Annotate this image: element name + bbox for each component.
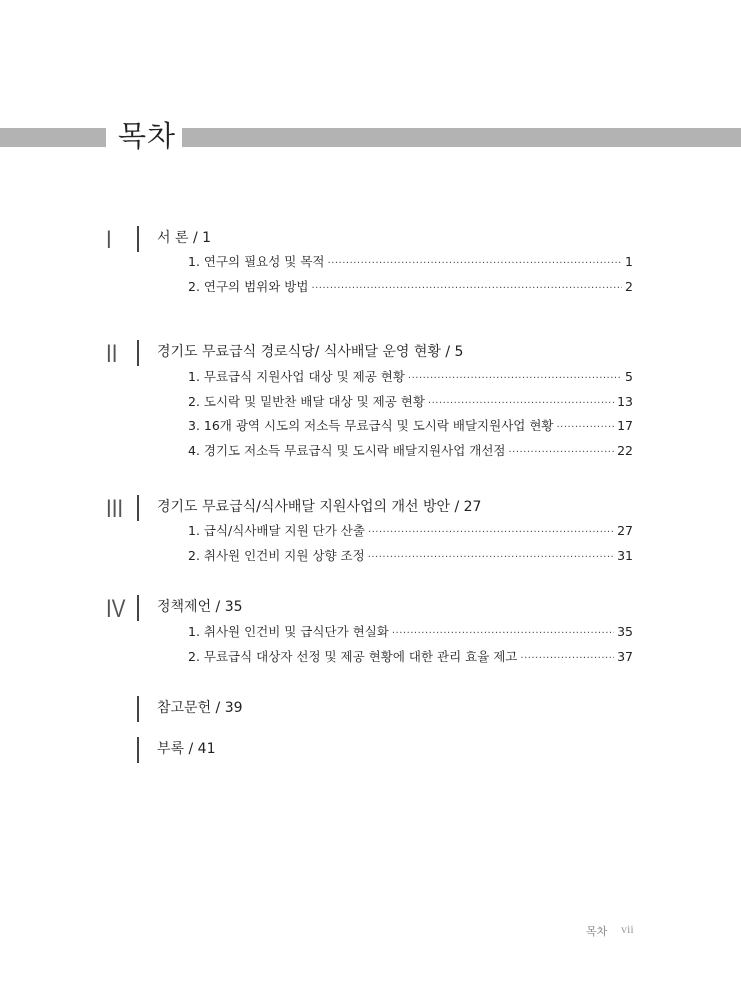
dot-leader [368, 550, 614, 566]
toc-entry-page: 5 [625, 369, 633, 384]
chapter-title[interactable]: 부록 / 41 [157, 741, 216, 757]
toc-entry-text: 2. 연구의 범위와 방법 [188, 279, 309, 294]
page-title: 목차 [118, 119, 177, 153]
toc-entry-page: 2 [625, 279, 633, 294]
footer-page-number: vii [621, 922, 634, 936]
chapter-roman-numeral: I [106, 226, 112, 254]
dot-leader [311, 281, 622, 297]
toc-entry-page: 37 [617, 649, 633, 664]
dot-leader [428, 396, 614, 412]
toc-entry-text: 2. 무료급식 대상자 선정 및 제공 현황에 대한 관리 효율 제고 [188, 649, 518, 664]
chapter-divider [137, 737, 139, 763]
toc-entry-text: 1. 취사원 인건비 및 급식단가 현실화 [188, 624, 389, 639]
dot-leader [508, 445, 614, 461]
toc-entry-text: 1. 무료급식 지원사업 대상 및 제공 현황 [188, 369, 405, 384]
toc-entry[interactable] [188, 548, 633, 566]
toc-entry-text: 1. 급식/식사배달 지원 단가 산출 [188, 523, 365, 538]
toc-entry-page: 31 [617, 548, 633, 563]
title-bar-right [182, 128, 741, 147]
toc-entry-page: 17 [617, 418, 633, 433]
toc-entry-text: 4. 경기도 저소득 무료급식 및 도시락 배달지원사업 개선점 [188, 443, 506, 458]
chapter-title[interactable]: 정책제언 / 35 [157, 599, 243, 615]
toc-entry[interactable] [188, 254, 633, 272]
toc-entry[interactable] [188, 369, 633, 387]
chapter-roman-numeral: III [106, 495, 124, 523]
toc-entry-page: 13 [617, 394, 633, 409]
toc-entry[interactable] [188, 279, 633, 297]
toc-entry-page: 22 [617, 443, 633, 458]
dot-leader [520, 651, 614, 667]
toc-entry-text: 2. 취사원 인건비 지원 상향 조정 [188, 548, 365, 563]
chapter-divider [137, 226, 139, 252]
chapter-divider [137, 696, 139, 722]
chapter-title[interactable]: 경기도 무료급식/식사배달 지원사업의 개선 방안 / 27 [157, 499, 482, 515]
chapter-divider [137, 595, 139, 621]
toc-entry[interactable] [188, 523, 633, 541]
chapter-title[interactable]: 서 론 / 1 [157, 230, 212, 246]
chapter-title[interactable]: 경기도 무료급식 경로식당/ 식사배달 운영 현황 / 5 [157, 344, 464, 360]
dot-leader [408, 371, 622, 387]
toc-entry[interactable] [188, 443, 633, 461]
title-bar-left [0, 128, 106, 147]
chapter-divider [137, 340, 139, 366]
footer-section-label: 목차 [586, 925, 608, 938]
dot-leader [392, 626, 614, 642]
chapter-divider [137, 495, 139, 521]
toc-entry-text: 2. 도시락 및 밑반찬 배달 대상 및 제공 현황 [188, 394, 425, 409]
toc-entry-text: 1. 연구의 필요성 및 목적 [188, 254, 325, 269]
chapter-roman-numeral: IV [106, 595, 126, 623]
toc-entry[interactable] [188, 649, 633, 667]
dot-leader [328, 256, 623, 272]
toc-entry-page: 27 [617, 523, 633, 538]
toc-entry[interactable] [188, 394, 633, 412]
dot-leader [368, 525, 614, 541]
dot-leader [556, 420, 614, 436]
toc-entry[interactable] [188, 418, 633, 436]
toc-entry-page: 35 [617, 624, 633, 639]
chapter-title[interactable]: 참고문헌 / 39 [157, 700, 243, 716]
chapter-roman-numeral: II [106, 340, 118, 368]
toc-entry-text: 3. 16개 광역 시도의 저소득 무료급식 및 도시락 배달지원사업 현황 [188, 418, 554, 433]
toc-entry-page: 1 [625, 254, 633, 269]
toc-entry[interactable] [188, 624, 633, 642]
